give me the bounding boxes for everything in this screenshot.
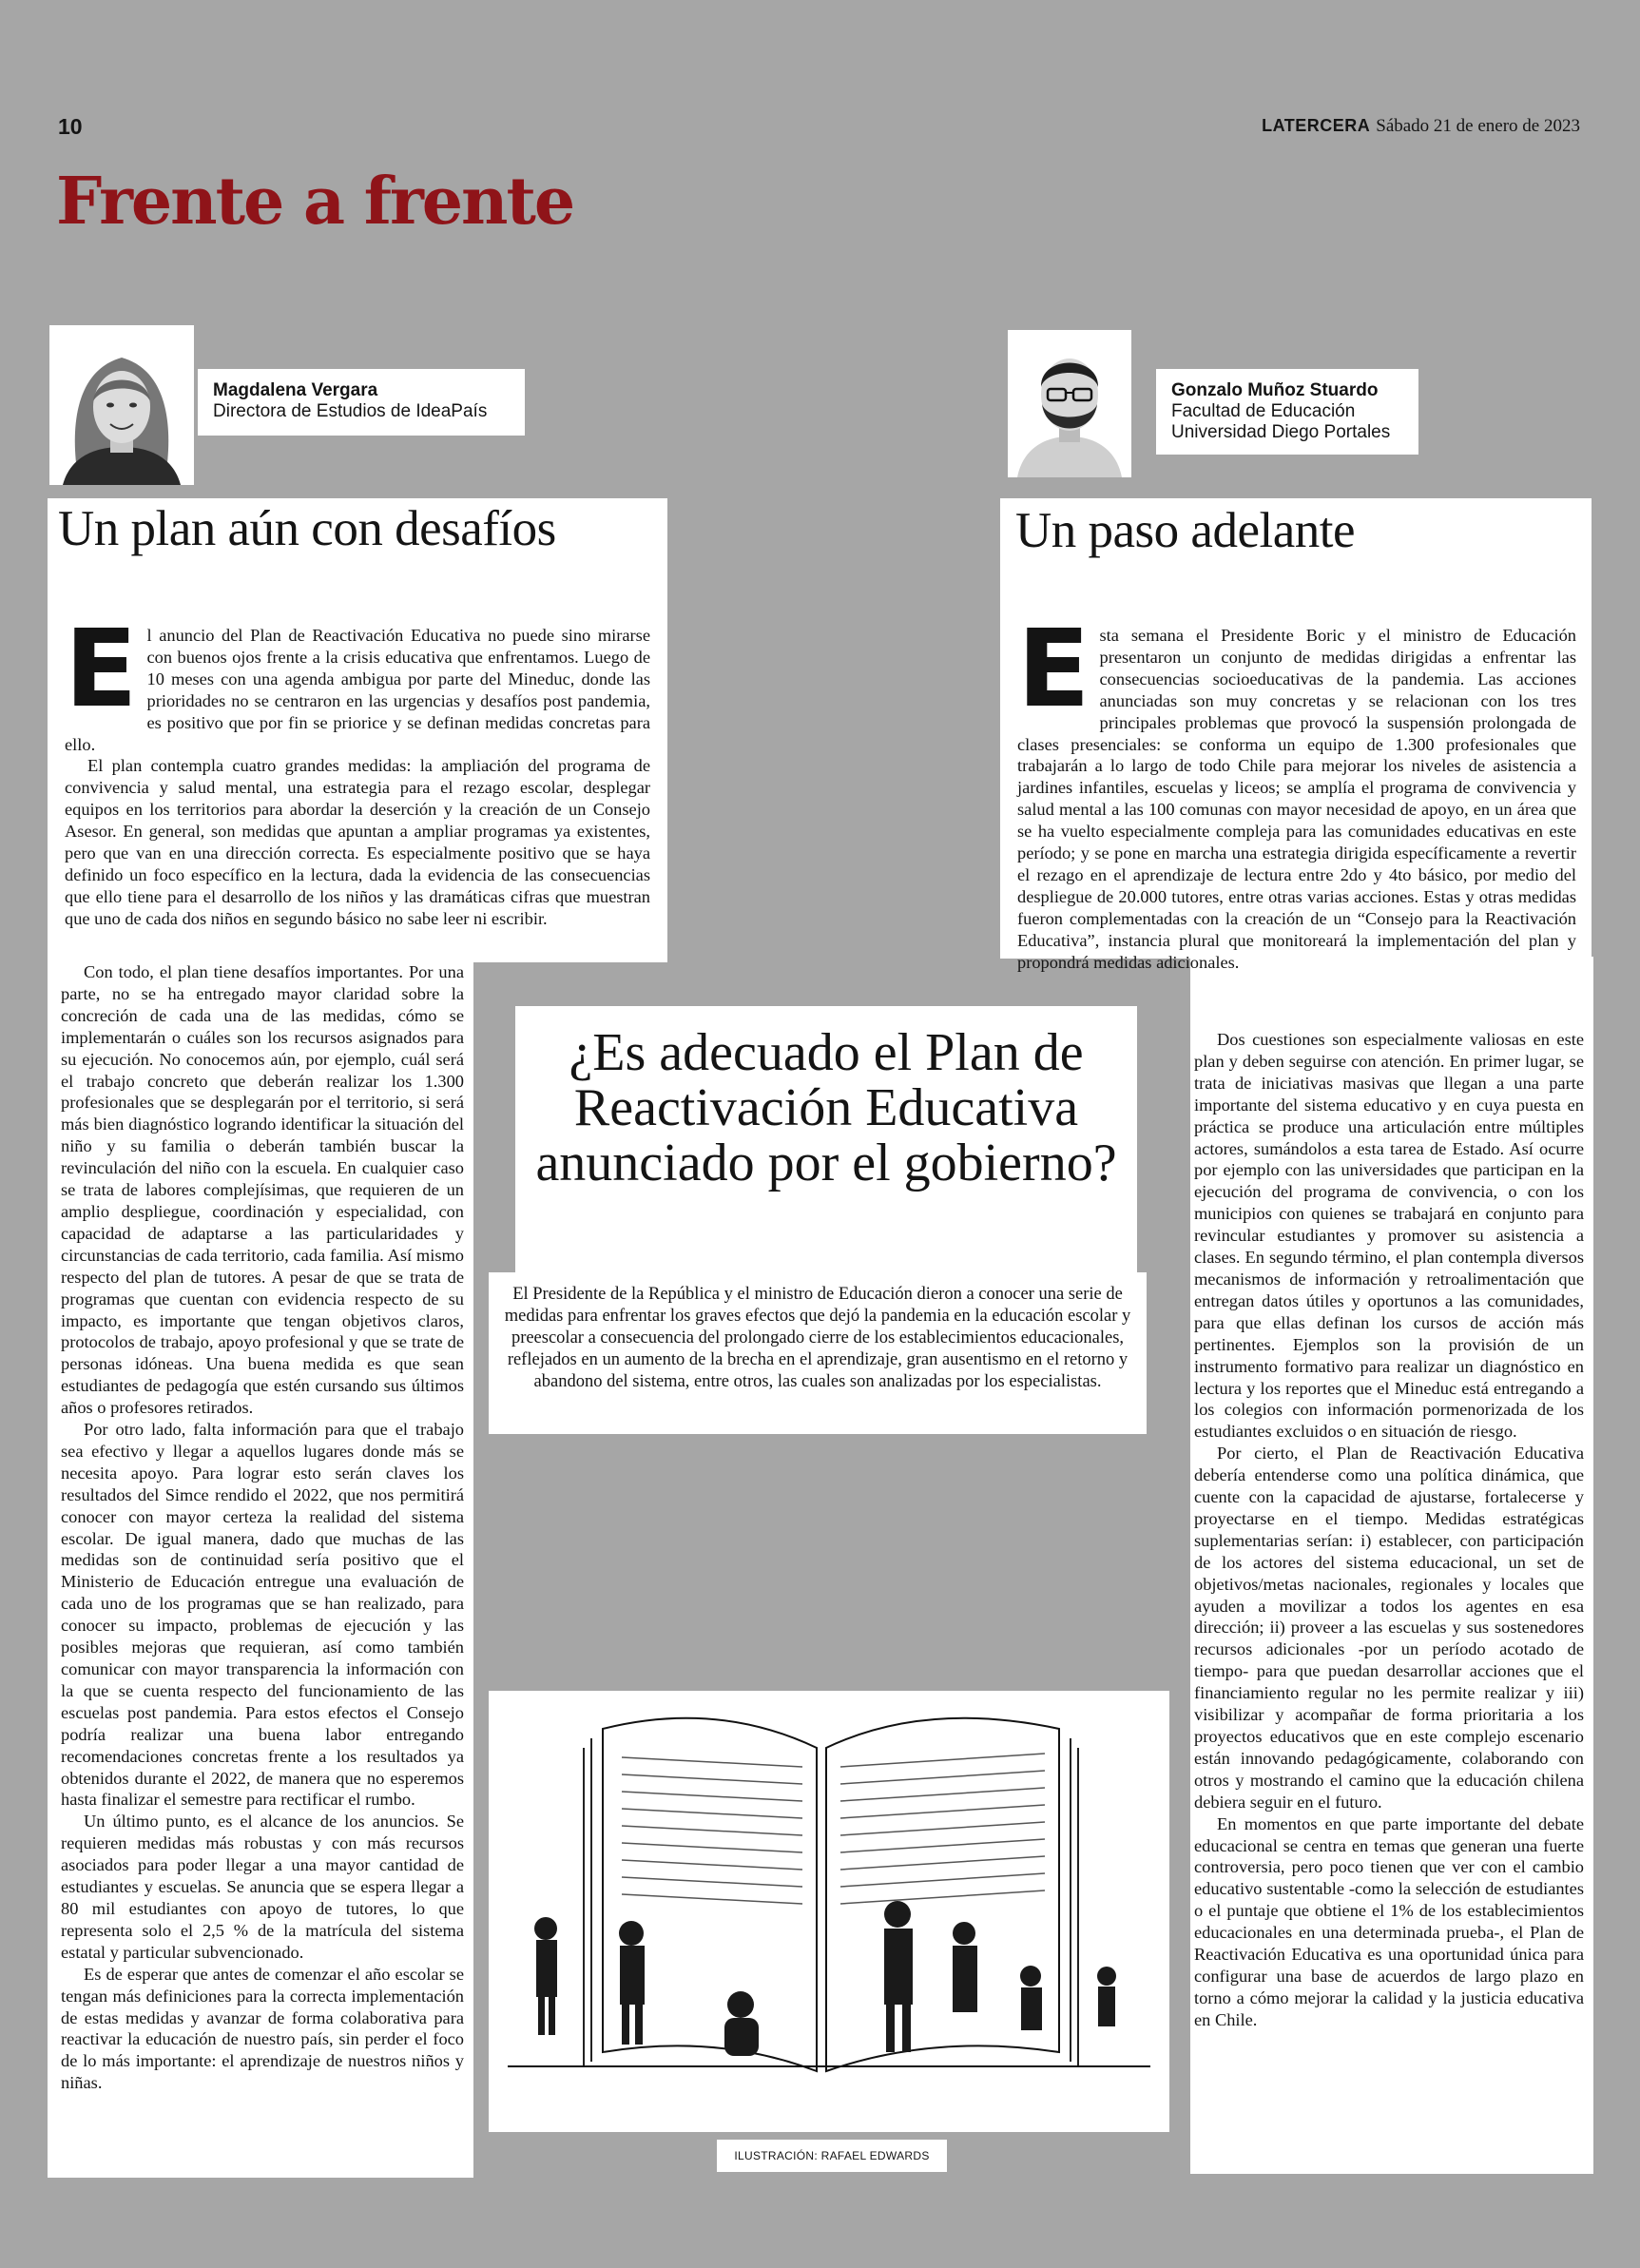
- open-book-children-illustration-icon: [489, 1691, 1169, 2132]
- page-number: 10: [58, 114, 83, 139]
- author-byline-right: [1156, 369, 1418, 455]
- left-paragraph-2: El plan contempla cuatro grandes medidas: la ampliación del programa de convivencia y salud mental, una estrategia para el rezago escolar, desplegar equipos en los territorios para abordar la deserción y la creación de un Consejo Asesor. En general, son medidas que apuntan a ampliar programas ya existentes, pero que van en una dirección correcta. Es especialmente positivo que se haya definido un foco específico en la lectura, dada la evidencia de las consecuencias que ello tiene para el desarrollo de los niños y las dramáticas cifras que muestran que uno de cada dos niños en segundo básico no sabe leer ni escribir.: [65, 756, 650, 928]
- author-role-left: Directora de Estudios de IdeaPaís: [213, 401, 488, 421]
- author-photo-left: [49, 325, 194, 485]
- right-paragraph-1: Esta semana el Presidente Boric y el ministro de Educación presentaron un conjunto de medidas dirigidas a enfrentar las consecuencias socioeducativas de la pandemia. Las acciones anunciadas son muy concretas y se relacionan con los tres principales problemas que provocó la suspensión prolongada de clases presenciales: se conforma un equipo de 1.300 profesionales que trabajarán a lo largo de todo Chile para mejorar los niveles de asistencia a jardines infantiles, escuelas y liceos; se amplía el programa de convivencia y salud mental a las 100 comunas con mayor necesidad de apoyo, en un área que se ha vuelto especialmente compleja para las comunidades educativas en este período; y se pone en marcha una estrategia dirigida específicamente a revertir el rezago en el aprendizaje de lectura entre 2do y 4to básico, por medio del despliegue de 20.000 tutores, entre otras varias acciones. Estas y otras medidas fueron complementadas con la creación de un “Consejo para la Reactivación Educativa”, instancia plural que monitoreará la implementación del plan y propondrá medidas adicionales.: [1017, 608, 1576, 972]
- right-headline: Un paso adelante: [1015, 503, 1355, 558]
- left-paragraph-6: Es de esperar que antes de comenzar el año escolar se tengan más definiciones para la correcta implementación de estas medidas y avanzar de forma colaborativa para reactivar la educación de nuestro país, sin perder el foco de lo más importante: el aprendizaje de nuestros niños y niñas.: [61, 1964, 464, 2093]
- left-paragraph-4: Por otro lado, falta información para que el trabajo sea efectivo y llegar a aquellos lugares donde más se necesita apoyo. Para lograr esto serán claves los resultados del Simce rendido el 2022, que nos permitirá conocer con mayor certeza la realidad del sistema escolar. De igual manera, dado que muchas de las medidas son de continuidad sería positivo que el Ministerio de Educación entregue una evaluación de cada uno de los programas que se han realizado, para conocer su impacto, problemas de ejecución y las posibles mejoras que requieran, así como también comunicar con mayor transparencia la información con la que se cuenta respecto del funcionamiento de las escuelas post pandemia. Para estos efectos el Consejo podría realizar una buena labor entregando recomendaciones concretas frente a los resultados ya obtenidos durante el 2022, de manera que no esperemos hasta finalizar el semestre para rectificar el rumbo.: [61, 1420, 464, 1810]
- left-paragraph-3: Con todo, el plan tiene desafíos importantes. Por una parte, no se ha entregado mayor claridad sobre la concreción de cada una de las medidas, cómo se implementarán o cuáles son los recursos asignados para su ejecución. No conocemos aún, por ejemplo, cuál será el trabajo concreto que deberán realizar los 1.300 profesionales que se desplegarán por el territorio, si será más bien diagnóstico logrando identificar la situación del niño y su familia o deberán también buscar la revinculación del niño con la escuela. En cualquier caso se trata de labores complejísimas, que requieren de un amplio despliegue, coordinación y especialidad, con capacidad de adaptarse a las particularidades y circunstancias de cada territorio, cada familia. Así mismo respecto del plan de tutores. A pesar de que se trata de programas que cuentan con evidencia respecto de su impacto, es importante que tengan objetivos claros, protocolos de trabajo, apoyo profesional y que se trate de personas idóneas. Una buena medida es que sean estudiantes de pedagogía que estén cursando sus últimos años o profesores retirados.: [61, 962, 464, 1418]
- author-name-left: Magdalena Vergara: [213, 380, 378, 400]
- left-dropcap: E: [65, 608, 138, 731]
- right-paragraph-2: Dos cuestiones son especialmente valiosas en este plan y deben seguirse con atención. En primer lugar, se trata de iniciativas masivas que llegan a una parte importante del sistema educativo y en cuya puesta en práctica se produce una articulación entre múltiples actores, sumándolos a esta tarea de Estado. Así ocurre por ejemplo con las universidades que participan en la ejecución del programa de convivencia, o con los municipios con quienes se trabajará en conjunto para revincular estudiantes y promover su asistencia a clases. En segundo término, el plan contempla diversos mecanismos de información y retroalimentación que entregan datos útiles y oportunos a las comunidades, para que ellas definan los cursos de acción más pertinentes. Ejemplos son la provisión de un instrumento formativo para realizar un diagnóstico en lectura y los reportes que el Mineduc está entregando a los colegios con información pormenorizada de los estudiantes excluidos o en situación de riesgo.: [1194, 1030, 1584, 1442]
- right-paragraph-4: En momentos en que parte importante del debate educacional se centra en temas que generan una fuerte controversia, pero poco tienen que ver con el cambio educativo sustentable -como la selección de estudiantes o el puntaje que obtiene el 1% de los establecimientos educacionales en una determinada prueba-, el Plan de Reactivación Educativa es una oportunidad única para configurar una base de acuerdos de largo plazo en torno a cómo mejorar la calidad y la justicia educativa en Chile.: [1194, 1813, 1584, 2029]
- author-name-right: Gonzalo Muñoz Stuardo: [1171, 380, 1379, 400]
- right-paragraph-3: Por cierto, el Plan de Reactivación Educativa debería entenderse como una política dinámica, que cuente con la capacidad de ajustarse, fortalecerse y proyectarse en el tiempo. Medidas estratégicas suplementarias serían: i) establecer, con participación de los actores del sistema educacional, un set de objetivos/metas nacionales, regionales y locales que ayuden a movilizar a todos los agentes en esa dirección; ii) proveer a las escuelas y sus sostenedores recursos adicionales -por un período acotado de tiempo- para que puedan desarrollar acciones que el financiamiento regular no les permite realizar y iii) visibilizar y acompañar de forma prioritaria a los proyectos educativos que en este complejo escenario están innovando pedagógicamente, colaborando con otros y mostrando el camino que la educación chilena debiera seguir en el futuro.: [1194, 1444, 1584, 1812]
- left-article-intro: [65, 608, 650, 930]
- author-role-right-1: Facultad de Educación: [1171, 401, 1356, 421]
- right-article-continued: [1194, 1029, 1584, 2031]
- section-title: Frente a frente: [56, 164, 574, 240]
- right-article-body: [1017, 608, 1576, 974]
- author-byline-left: [198, 369, 525, 436]
- left-paragraph-5: Un último punto, es el alcance de los anuncios. Se requieren medidas más robustas y con más recursos asociados para poder llegar a una mayor cantidad de estudiantes y escuelas. Se anuncia que se espera llegar a 80 mil estudiantes con apoyo de tutores, lo que representa solo el 2,5 % de la matrícula del sistema estatal y particular subvencionado.: [61, 1812, 464, 1962]
- lead-paragraph: El Presidente de la República y el ministro de Educación dieron a conocer una serie de medidas para enfrentar los graves efectos que dejó la pandemia en la educación escolar y preescolar a consecuencia del prolongado cierre de los establecimientos educacionales, reflejados en un aumento de la brecha en el aprendizaje, gran ausentismo en el retorno y abandono del sistema, entre otros, las cuales son analizadas por los especialistas.: [504, 1285, 1131, 1391]
- question-box: [515, 1006, 1137, 1272]
- woman-portrait-icon: [49, 325, 194, 485]
- right-dropcap: E: [1017, 608, 1090, 731]
- newspaper-brand: LATERCERA: [1262, 116, 1371, 135]
- left-article-top: [48, 498, 667, 962]
- man-portrait-icon: [1008, 330, 1131, 477]
- left-headline: Un plan aún con desafíos: [58, 501, 556, 556]
- left-article-column: [48, 960, 473, 2178]
- issue-date: Sábado 21 de enero de 2023: [1376, 116, 1580, 136]
- author-photo-right: [1008, 330, 1131, 477]
- central-question: ¿Es adecuado el Plan de Reactivación Educativa anunciado por el gobierno?: [535, 1023, 1117, 1192]
- lead-box: [489, 1272, 1147, 1434]
- illustration-credit: ILUSTRACIÓN: RAFAEL EDWARDS: [717, 2140, 947, 2172]
- left-article-continued: [61, 961, 464, 2094]
- masthead: [1262, 116, 1580, 137]
- author-role-right-2: Universidad Diego Portales: [1171, 422, 1391, 442]
- book-illustration: [489, 1691, 1169, 2132]
- left-paragraph-1: El anuncio del Plan de Reactivación Educativa no puede sino mirarse con buenos ojos frente a la crisis educativa que enfrentamos. Luego de 10 meses con una agenda ambigua por parte del Mineduc, donde las prioridades no se centraron en las urgencias y desafíos post pandemia, es positivo que por fin se priorice y se definan medidas concretas para ello.: [65, 608, 650, 754]
